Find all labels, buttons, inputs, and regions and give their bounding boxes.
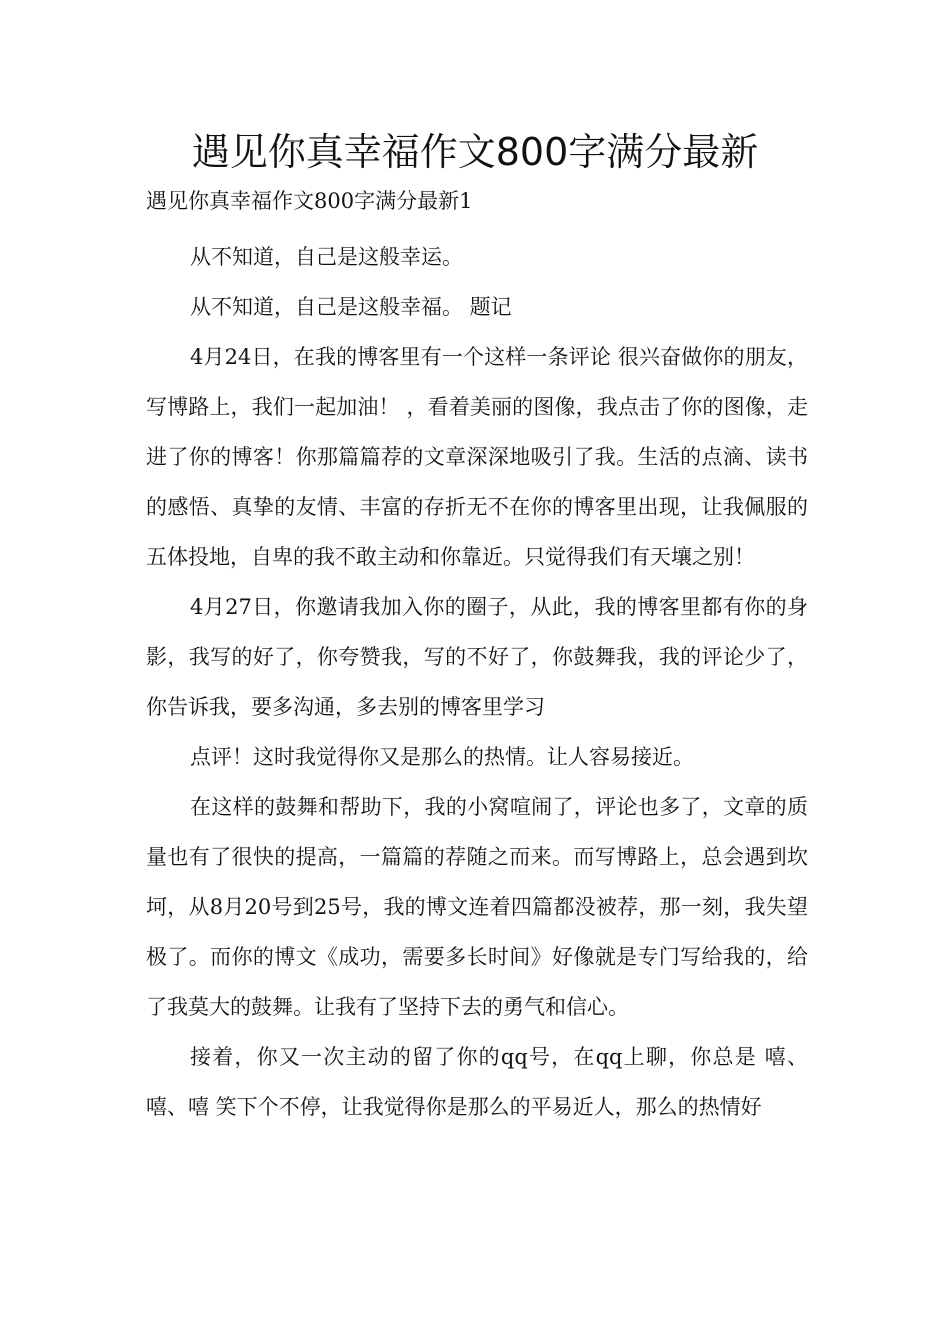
paragraph-4: 4月27日，你邀请我加入你的圈子，从此，我的博客里都有你的身影，我写的好了，你夸赞我，写的不好了，你鼓舞我，我的评论少了，你告诉我，要多沟通，多去别的博客里学习	[146, 595, 808, 719]
paragraph-3: 4月24日，在我的博客里有一个这样一条评论 很兴奋做你的朋友，写博路上，我们一起加油！ ，看着美丽的图像，我点击了你的图像，走进了你的博客！你那篇篇荐的文章深深地吸引了我。生活的点滴、读书的感悟、真挚的友情、丰富的存折无不在你的博客里出现，让我佩服的五体投地，自卑的我不敢主动和你靠近。只觉得我们有天壤之别！	[146, 345, 808, 569]
document-body	[146, 232, 808, 1132]
paragraph-1: 从不知道，自己是这般幸运。	[190, 245, 463, 269]
paragraph-7: 接着，你又一次主动的留了你的qq号，在qq上聊，你总是 嘻、嘻、嘻 笑下个不停，让我觉得你是那么的平易近人，那么的热情好	[146, 1045, 808, 1119]
paragraph-5: 点评！这时我觉得你又是那么的热情。让人容易接近。	[190, 745, 694, 769]
paragraph-6: 在这样的鼓舞和帮助下，我的小窝喧闹了，评论也多了，文章的质量也有了很快的提高，一篇篇的荐随之而来。而写博路上，总会遇到坎坷，从8月20号到25号，我的博文连着四篇都没被荐，那一刻，我失望极了。而你的博文《成功，需要多长时间》好像就是专门写给我的，给了我莫大的鼓舞。让我有了坚持下去的勇气和信心。	[146, 795, 808, 1019]
paragraph-2: 从不知道，自己是这般幸福。 题记	[190, 295, 512, 319]
document-title: 遇见你真幸福作文800字满分最新	[191, 130, 759, 174]
document-subtitle: 遇见你真幸福作文800字满分最新1	[146, 189, 473, 213]
